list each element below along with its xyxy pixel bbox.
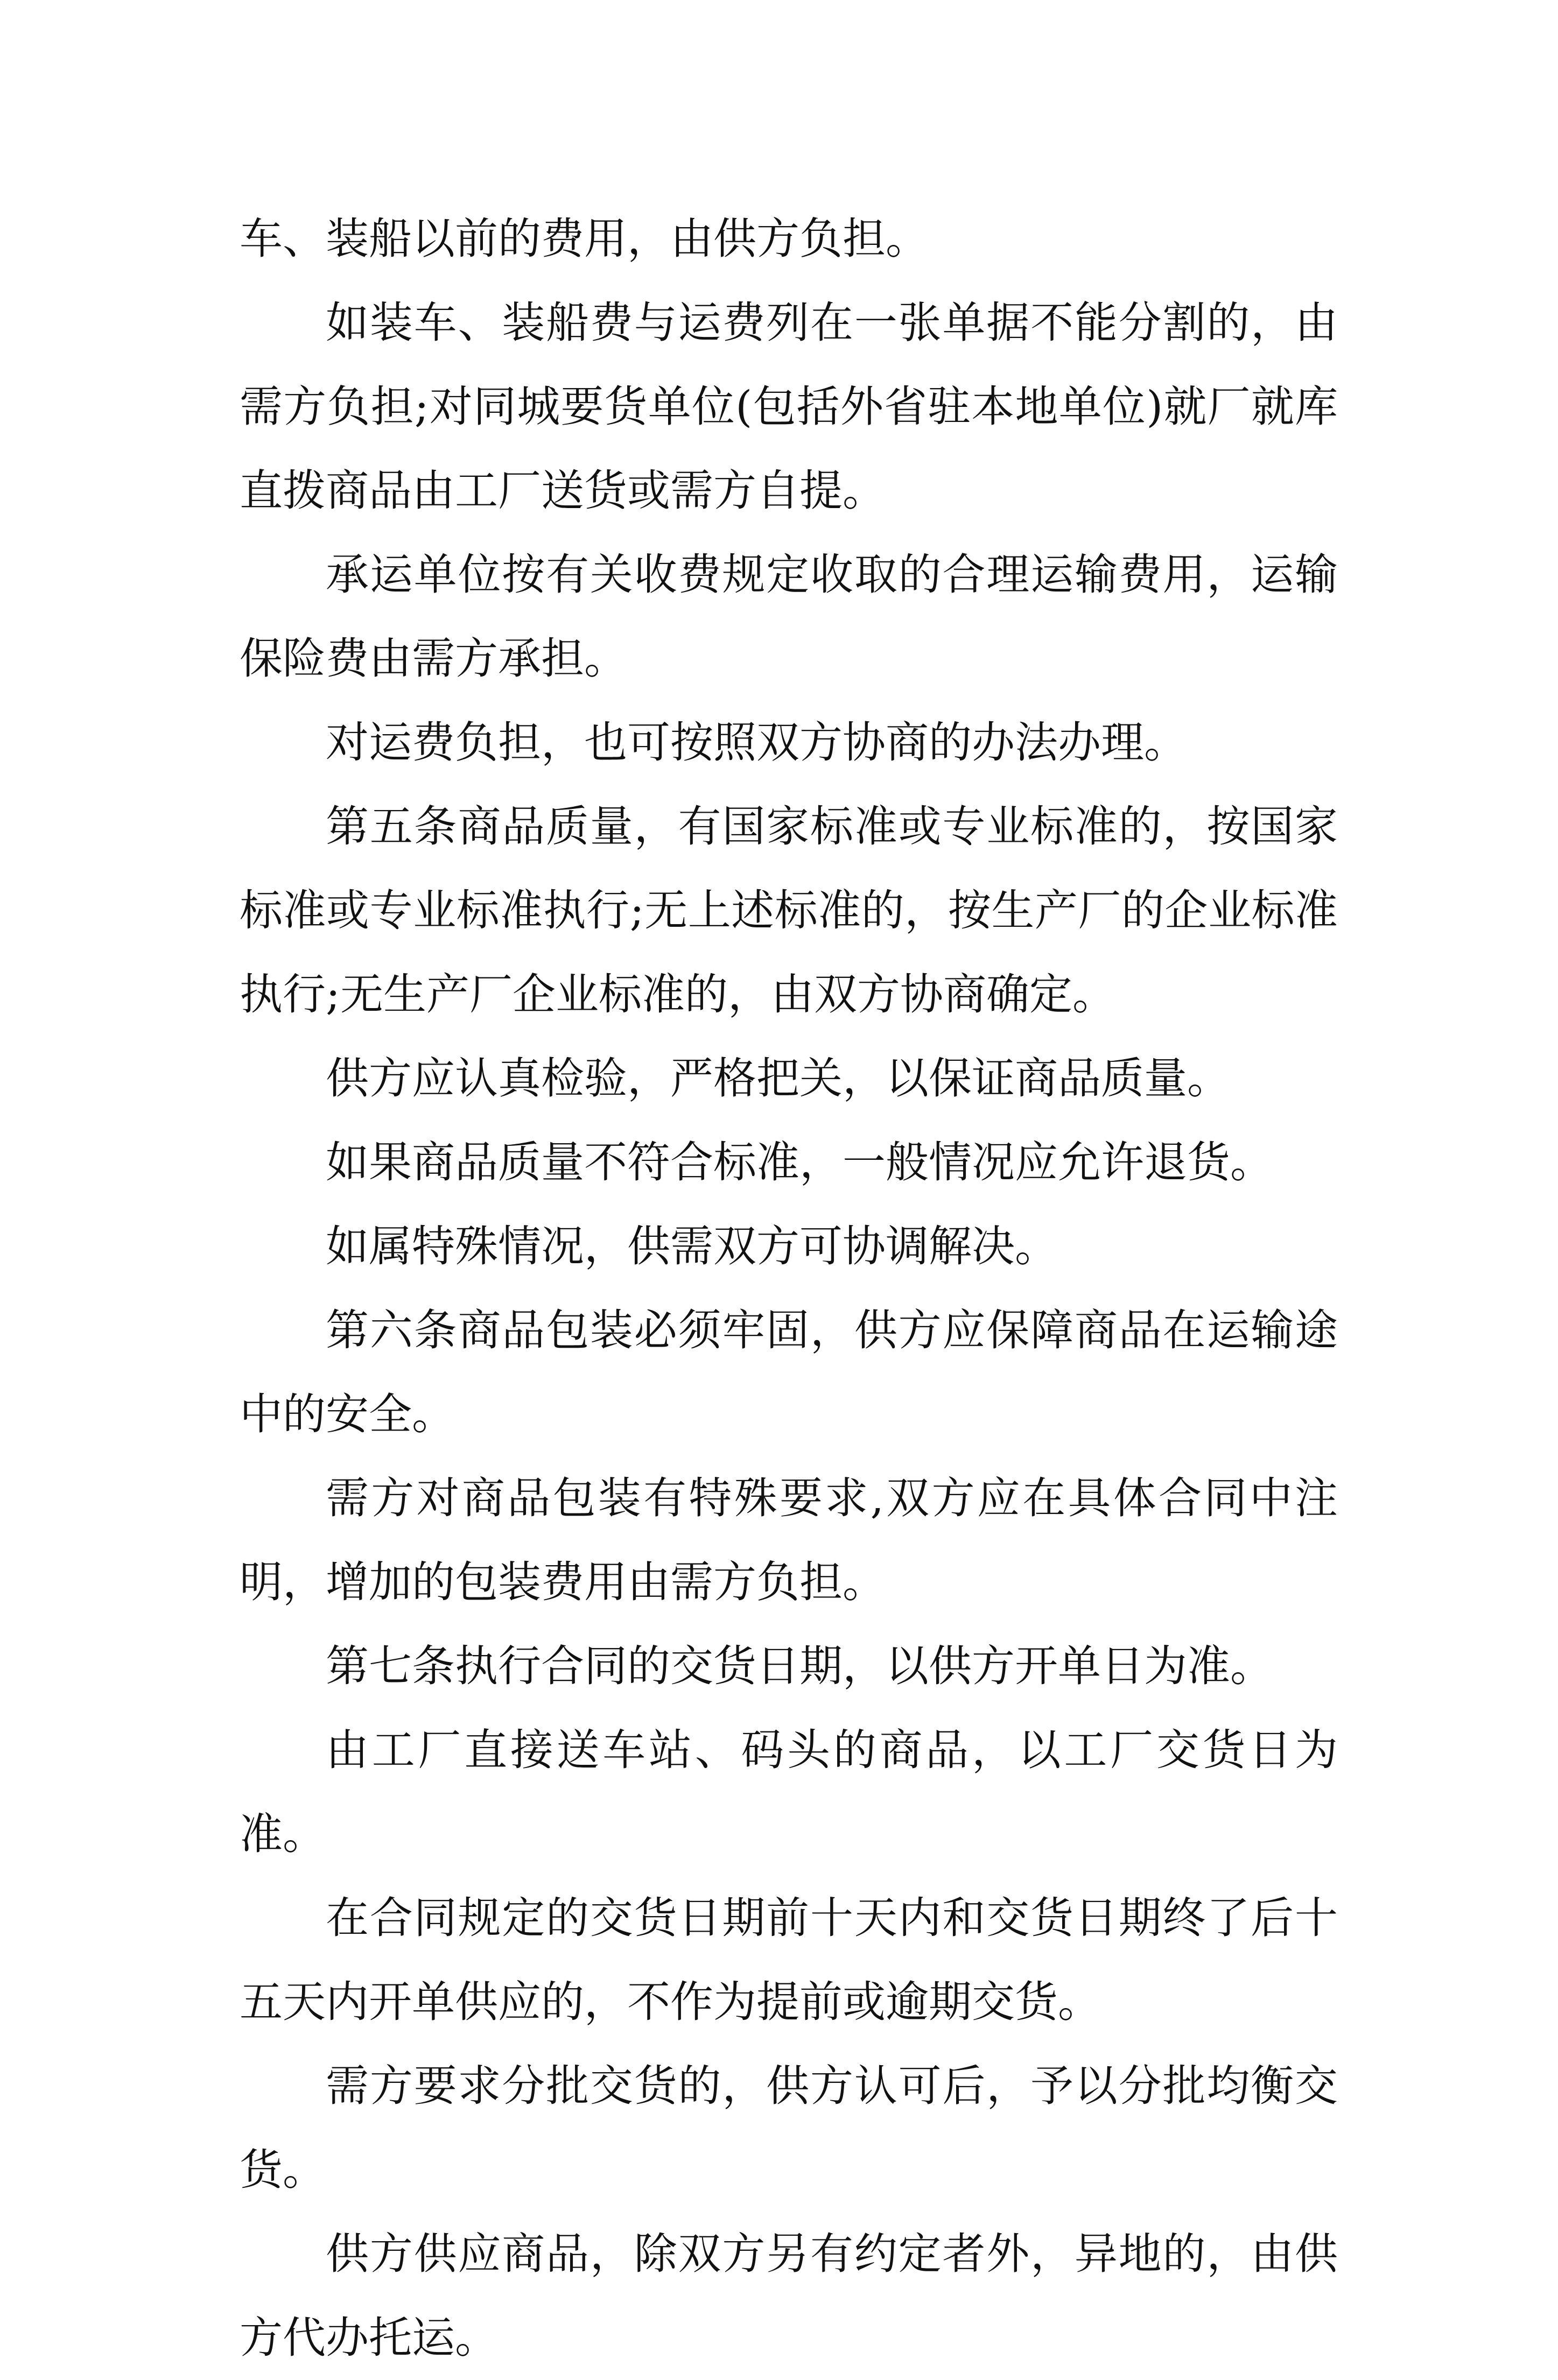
paragraph: 第七条执行合同的交货日期，以供方开单日为准。 [326, 1641, 1273, 1691]
paragraph: 需方对商品包装有特殊要求,双方应在具体合同中注明，增加的包装费用由需方负担。 [240, 1473, 1338, 1607]
paragraph: 承运单位按有关收费规定收取的合理运输费用，运输保险费由需方承担。 [240, 550, 1338, 684]
paragraph: 车、装船以前的费用，由供方负担。 [240, 214, 929, 264]
paragraph: 第六条商品包装必须牢固，供方应保障商品在运输途中的安全。 [240, 1305, 1338, 1439]
paragraph: 在合同规定的交货日期前十天内和交货日期终了后十五天内开单供应的，不作为提前或逾期交货。 [240, 1893, 1338, 2027]
paragraph: 供方应认真检验，严格把关，以保证商品质量。 [326, 1053, 1230, 1103]
paragraph: 由工厂直接送车站、码头的商品，以工厂交货日为准。 [240, 1725, 1338, 1859]
paragraph: 如装车、装船费与运费列在一张单据不能分割的，由需方负担;对同城要货单位(包括外省驻本地单位)就厂就库直拨商品由工厂送货或需方自提。 [240, 298, 1338, 516]
paragraph: 供方供应商品，除双方另有约定者外，异地的，由供方代办托运。 [240, 2229, 1338, 2363]
paragraph: 如属特殊情况，供需双方可协调解决。 [326, 1221, 1058, 1271]
paragraph: 对运费负担，也可按照双方协商的办法办理。 [326, 717, 1187, 767]
document-body [240, 197, 1338, 2380]
paragraph: 如果商品质量不符合标准，一般情况应允许退货。 [326, 1137, 1273, 1187]
paragraph: 第五条商品质量，有国家标准或专业标准的，按国家标准或专业标准执行;无上述标准的，按生产厂的企业标准执行;无生产厂企业标准的，由双方协商确定。 [240, 801, 1338, 1019]
paragraph: 需方要求分批交货的，供方认可后，予以分批均衡交货。 [240, 2061, 1338, 2195]
